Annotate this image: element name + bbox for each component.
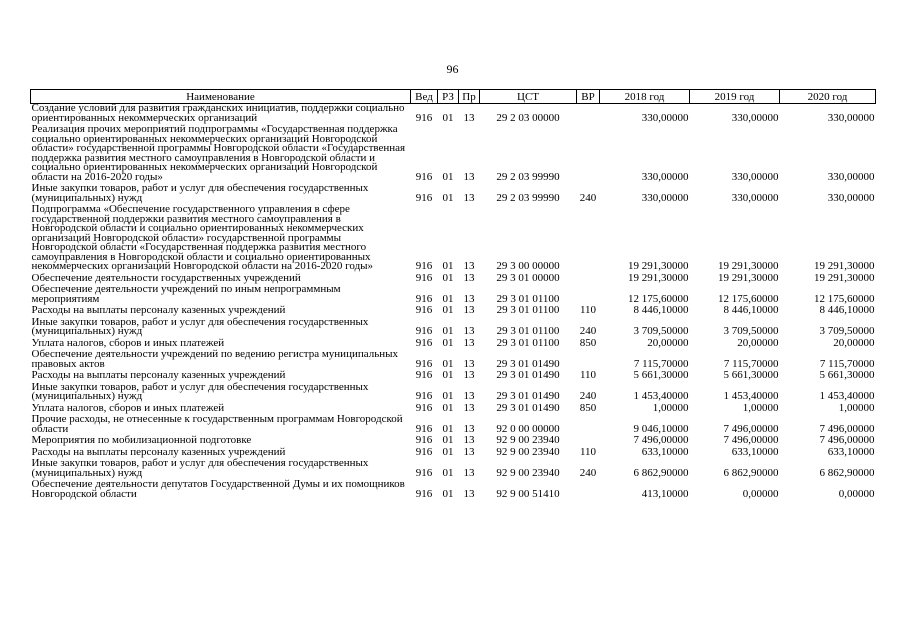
table-body <box>31 104 876 500</box>
cell-2020: 19 291,30000 <box>814 271 875 284</box>
cell-ved: 916 <box>415 170 433 183</box>
cell-vr <box>577 123 600 182</box>
cell-pr: 13 <box>463 170 475 183</box>
cell-name: Обеспечение деятельности учреждений по иным непрограммным мероприятиям <box>31 283 341 305</box>
cell-vr <box>577 478 600 499</box>
cell-cst: 29 3 01 01100 <box>496 304 560 316</box>
cell-2018: 330,00000 <box>641 191 689 204</box>
cell-2018: 6 862,90000 <box>633 466 689 479</box>
cell-2019: 5 661,30000 <box>723 369 779 381</box>
cell-2019: 3 709,50000 <box>723 325 779 337</box>
cell-2019: 330,00000 <box>731 170 779 183</box>
cell-ved: 916 <box>415 445 433 458</box>
cell-2019: 7 496,00000 <box>723 434 779 446</box>
cell-pr: 13 <box>463 111 475 124</box>
table-row <box>31 402 876 414</box>
cell-2020: 7 496,00000 <box>819 422 875 435</box>
table-row <box>31 457 876 478</box>
cell-pr: 13 <box>463 445 475 458</box>
cell-2020: 0,00000 <box>838 487 875 500</box>
cell-rz: 01 <box>442 466 454 479</box>
cell-vr <box>577 104 600 124</box>
table-row <box>31 337 876 349</box>
table-row <box>31 203 876 272</box>
cell-ved: 916 <box>415 422 433 435</box>
header-vr: ВР <box>577 90 600 104</box>
cell-vr: 240 <box>579 466 597 479</box>
cell-ved: 916 <box>415 466 433 479</box>
cell-2020: 6 862,90000 <box>819 466 875 479</box>
header-rz: РЗ <box>438 90 459 104</box>
table-row <box>31 104 876 124</box>
cell-cst: 92 9 00 51410 <box>496 487 560 500</box>
cell-cst: 29 3 01 01100 <box>496 325 560 337</box>
cell-vr: 110 <box>579 304 597 316</box>
cell-vr: 110 <box>579 445 597 458</box>
cell-pr: 13 <box>463 401 475 414</box>
cell-pr: 13 <box>463 369 475 381</box>
cell-cst: 29 3 01 00000 <box>496 271 560 284</box>
cell-2019: 330,00000 <box>731 191 779 204</box>
cell-rz: 01 <box>442 111 454 124</box>
cell-name: Обеспечение деятельности государственных учреждений <box>31 271 301 284</box>
cell-ved: 916 <box>415 260 433 272</box>
cell-vr: 850 <box>579 401 597 414</box>
cell-2018: 330,00000 <box>641 170 689 183</box>
cell-2018: 9 046,10000 <box>633 422 689 435</box>
cell-cst: 29 3 01 01100 <box>496 292 560 305</box>
page-number: 96 <box>446 62 459 76</box>
table-row <box>31 478 876 499</box>
cell-rz: 01 <box>442 170 454 183</box>
cell-vr: 240 <box>579 325 597 337</box>
header-name: Наименование <box>31 90 411 104</box>
cell-cst: 92 9 00 23940 <box>496 434 560 446</box>
cell-cst: 29 3 01 01490 <box>496 401 560 414</box>
cell-cst: 29 3 01 01490 <box>496 369 560 381</box>
cell-ved: 916 <box>415 304 433 316</box>
cell-2020: 1,00000 <box>838 401 875 414</box>
cell-2018: 12 175,60000 <box>628 292 689 305</box>
cell-name: Иные закупки товаров, работ и услуг для обеспечения государственных (муниципальных) нужд <box>31 380 369 402</box>
cell-name: Подпрограмма «Обеспечение государственного управления в сфере государственной поддержки развития местного самоуправления в Новгородской области и социально ориентированных некоммерческих организаций Новгородской области» государственной программы Новгородской области «Государственная поддержка развития местного самоуправления в Новгородской области и социально ориентированных некоммерческих организаций Новгородской области на 2016-2020 годы» <box>31 203 374 272</box>
cell-ved: 916 <box>415 369 433 381</box>
cell-vr: 110 <box>579 369 597 381</box>
cell-ved: 916 <box>415 487 433 500</box>
cell-2019: 8 446,10000 <box>723 304 779 316</box>
cell-2019: 19 291,30000 <box>718 260 779 272</box>
cell-2018: 7 115,70000 <box>633 357 689 370</box>
cell-rz: 01 <box>442 191 454 204</box>
table-row <box>31 446 876 458</box>
table-row <box>31 272 876 284</box>
table-row <box>31 413 876 434</box>
cell-2019: 20,00000 <box>737 336 779 349</box>
cell-2019: 7 115,70000 <box>723 357 779 370</box>
cell-ved: 916 <box>415 401 433 414</box>
cell-rz: 01 <box>442 304 454 316</box>
cell-pr: 13 <box>463 325 475 337</box>
cell-vr: 240 <box>579 191 597 204</box>
cell-name: Иные закупки товаров, работ и услуг для обеспечения государственных (муниципальных) нужд <box>31 315 369 337</box>
cell-pr: 13 <box>463 466 475 479</box>
cell-vr <box>577 413 600 434</box>
cell-2019: 633,10000 <box>731 445 779 458</box>
cell-pr: 13 <box>463 271 475 284</box>
cell-2020: 330,00000 <box>827 170 875 183</box>
cell-cst: 29 3 01 01100 <box>496 336 560 349</box>
cell-2018: 7 496,00000 <box>633 434 689 446</box>
cell-2020: 7 115,70000 <box>819 357 875 370</box>
cell-2020: 7 496,00000 <box>819 434 875 446</box>
cell-cst: 92 9 00 23940 <box>496 466 560 479</box>
cell-vr <box>577 203 600 272</box>
header-ved: Вед <box>411 90 438 104</box>
cell-name: Создание условий для развития гражданских инициатив, поддержки социально ориентированных некоммерческих организаций <box>31 102 405 124</box>
cell-ved: 916 <box>415 336 433 349</box>
cell-name: Прочие расходы, не отнесенные к государственным программам Новгородской области <box>31 413 403 435</box>
cell-2020: 3 709,50000 <box>819 325 875 337</box>
table-row <box>31 316 876 337</box>
table-row <box>31 348 876 369</box>
table-row <box>31 369 876 381</box>
cell-2020: 1 453,40000 <box>819 390 875 402</box>
cell-ved: 916 <box>415 191 433 204</box>
cell-2018: 20,00000 <box>647 336 689 349</box>
header-pr: Пр <box>459 90 480 104</box>
cell-vr <box>577 272 600 284</box>
cell-cst: 92 0 00 00000 <box>496 422 560 435</box>
cell-2019: 330,00000 <box>731 111 779 124</box>
cell-2020: 19 291,30000 <box>814 260 875 272</box>
table-row <box>31 304 876 316</box>
cell-rz: 01 <box>442 260 454 272</box>
cell-2018: 19 291,30000 <box>628 271 689 284</box>
cell-vr <box>577 434 600 446</box>
cell-vr <box>577 283 600 304</box>
cell-2020: 20,00000 <box>833 336 875 349</box>
cell-2020: 330,00000 <box>827 191 875 204</box>
cell-2018: 413,10000 <box>641 487 689 500</box>
cell-vr <box>577 348 600 369</box>
cell-pr: 13 <box>463 336 475 349</box>
cell-2018: 3 709,50000 <box>633 325 689 337</box>
cell-rz: 01 <box>442 336 454 349</box>
cell-cst: 29 3 00 00000 <box>496 260 560 272</box>
cell-rz: 01 <box>442 487 454 500</box>
cell-pr: 13 <box>463 191 475 204</box>
header-2018: 2018 год <box>600 90 690 104</box>
cell-2018: 330,00000 <box>641 111 689 124</box>
cell-2019: 1,00000 <box>742 401 779 414</box>
cell-name: Мероприятия по мобилизационной подготовке <box>31 434 252 446</box>
cell-2018: 1,00000 <box>652 401 689 414</box>
cell-2019: 19 291,30000 <box>718 271 779 284</box>
cell-name: Обеспечение деятельности депутатов Государственной Думы и их помощников Новгородской области <box>31 478 405 500</box>
table-row <box>31 434 876 446</box>
cell-name: Иные закупки товаров, работ и услуг для обеспечения государственных (муниципальных) нужд <box>31 457 369 479</box>
cell-2019: 6 862,90000 <box>723 466 779 479</box>
cell-name: Расходы на выплаты персоналу казенных учреждений <box>31 304 286 316</box>
table-row <box>31 381 876 402</box>
table-row <box>31 182 876 203</box>
cell-rz: 01 <box>442 390 454 402</box>
cell-pr: 13 <box>463 304 475 316</box>
cell-vr: 850 <box>579 336 597 349</box>
cell-name: Реализация прочих мероприятий подпрограммы «Государственная поддержка социально ориентированных некоммерческих организаций Новгородской области» государственной программы Новгородской области «Государственная поддержка развития местного самоуправления в Новгородской области и социально ориентированных некоммерческих организаций Новгородской области на 2016-2020 годы» <box>31 123 406 183</box>
cell-ved: 916 <box>415 271 433 284</box>
cell-2019: 7 496,00000 <box>723 422 779 435</box>
header-2020: 2020 год <box>780 90 876 104</box>
cell-pr: 13 <box>463 260 475 272</box>
cell-cst: 29 2 03 00000 <box>496 111 560 124</box>
cell-pr: 13 <box>463 292 475 305</box>
table-row <box>31 123 876 182</box>
cell-ved: 916 <box>415 325 433 337</box>
cell-2020: 8 446,10000 <box>819 304 875 316</box>
cell-name: Уплата налогов, сборов и иных платежей <box>31 401 225 414</box>
cell-cst: 29 3 01 01490 <box>496 357 560 370</box>
cell-rz: 01 <box>442 292 454 305</box>
cell-cst: 92 9 00 23940 <box>496 445 560 458</box>
cell-2020: 5 661,30000 <box>819 369 875 381</box>
cell-vr: 240 <box>579 390 597 402</box>
header-2019: 2019 год <box>690 90 780 104</box>
cell-name: Расходы на выплаты персоналу казенных учреждений <box>31 369 286 381</box>
cell-pr: 13 <box>463 357 475 370</box>
cell-2018: 5 661,30000 <box>633 369 689 381</box>
cell-name: Расходы на выплаты персоналу казенных учреждений <box>31 445 286 458</box>
cell-cst: 29 2 03 99990 <box>496 170 560 183</box>
budget-table <box>30 89 876 499</box>
cell-rz: 01 <box>442 434 454 446</box>
cell-2018: 633,10000 <box>641 445 689 458</box>
cell-2018: 8 446,10000 <box>633 304 689 316</box>
cell-cst: 29 2 03 99990 <box>496 191 560 204</box>
cell-rz: 01 <box>442 445 454 458</box>
cell-rz: 01 <box>442 325 454 337</box>
cell-2020: 12 175,60000 <box>814 292 875 305</box>
cell-ved: 916 <box>415 434 433 446</box>
cell-2019: 12 175,60000 <box>718 292 779 305</box>
cell-ved: 916 <box>415 292 433 305</box>
cell-name: Уплата налогов, сборов и иных платежей <box>31 336 225 349</box>
cell-2020: 633,10000 <box>827 445 875 458</box>
cell-name: Иные закупки товаров, работ и услуг для обеспечения государственных (муниципальных) нужд <box>31 182 369 204</box>
cell-cst: 29 3 01 01490 <box>496 390 560 402</box>
cell-rz: 01 <box>442 401 454 414</box>
cell-rz: 01 <box>442 271 454 284</box>
cell-2020: 330,00000 <box>827 111 875 124</box>
table-row <box>31 283 876 304</box>
cell-2018: 1 453,40000 <box>633 390 689 402</box>
cell-pr: 13 <box>463 434 475 446</box>
header-cst: ЦСТ <box>480 90 577 104</box>
cell-pr: 13 <box>463 487 475 500</box>
cell-2019: 1 453,40000 <box>723 390 779 402</box>
cell-ved: 916 <box>415 357 433 370</box>
cell-pr: 13 <box>463 390 475 402</box>
cell-rz: 01 <box>442 422 454 435</box>
cell-rz: 01 <box>442 369 454 381</box>
cell-2018: 19 291,30000 <box>628 260 689 272</box>
cell-ved: 916 <box>415 111 433 124</box>
cell-rz: 01 <box>442 357 454 370</box>
cell-ved: 916 <box>415 390 433 402</box>
cell-pr: 13 <box>463 422 475 435</box>
cell-2019: 0,00000 <box>742 487 779 500</box>
cell-name: Обеспечение деятельности учреждений по ведению регистра муниципальных правовых актов <box>31 348 398 370</box>
